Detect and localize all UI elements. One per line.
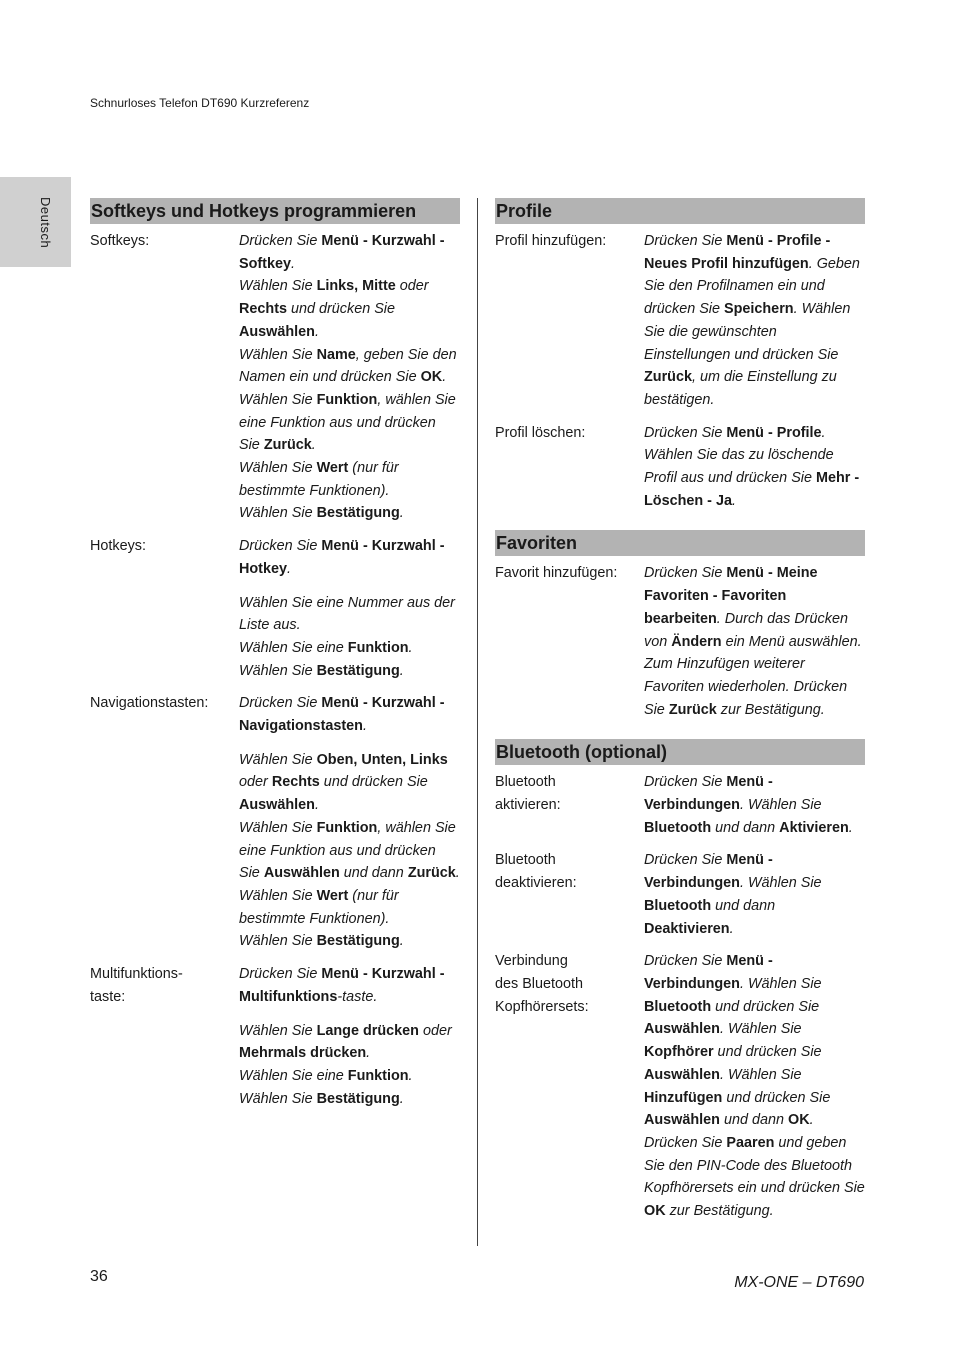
key-term: Name xyxy=(316,346,356,363)
instruction-text: . Wählen Sie das zu löschende Profil aus und drücken Sie xyxy=(644,424,834,487)
key-term: Menü - Verbindungen xyxy=(644,852,773,892)
instruction-text: . xyxy=(455,865,460,882)
instruction-text: Wählen Sie xyxy=(239,1090,317,1107)
entry-row xyxy=(495,771,865,839)
key-term: Auswählen xyxy=(239,323,315,340)
instruction-text: und drücken Sie xyxy=(711,998,820,1015)
section-title: Profile xyxy=(495,198,865,224)
instruction-text: . Wählen Sie xyxy=(719,1021,802,1038)
key-term: Funktion xyxy=(347,639,409,656)
entry-row xyxy=(90,692,460,953)
instruction-paragraph xyxy=(644,562,865,721)
entry-row xyxy=(495,230,865,412)
instruction-text: -taste. xyxy=(337,988,378,1005)
instruction-paragraph xyxy=(239,230,460,525)
instruction-text: (nur für bestimmte Funktionen). xyxy=(239,887,399,927)
section xyxy=(495,739,865,1222)
key-term: Auswählen xyxy=(644,1112,720,1129)
instruction-text: und dann xyxy=(711,819,780,836)
instruction-text: . xyxy=(366,1045,371,1062)
instruction-text: und drücken Sie xyxy=(287,301,396,318)
instruction-text: zur Bestätigung. xyxy=(665,1203,774,1220)
running-header: Schnurloses Telefon DT690 Kurzreferenz xyxy=(90,96,310,110)
key-term: Speichern xyxy=(724,301,794,318)
entry-description xyxy=(644,771,865,839)
key-term: Menü - Kurzwahl - Multifunktions xyxy=(239,966,445,1005)
key-term: Mehr - Löschen - Ja xyxy=(644,470,860,509)
section-title: Favoriten xyxy=(495,530,865,556)
instruction-text: . Wählen Sie xyxy=(739,975,822,992)
key-term: Hinzufügen xyxy=(644,1089,723,1106)
section-title: Bluetooth (optional) xyxy=(495,739,865,765)
instruction-text: und drücken Sie xyxy=(722,1089,831,1106)
instruction-text: Wählen Sie xyxy=(239,933,317,950)
instruction-text: , wählen Sie eine Funktion aus und drücken Sie xyxy=(239,391,456,454)
key-term: Rechts xyxy=(239,301,287,318)
instruction-text: oder xyxy=(239,774,272,791)
key-term: OK xyxy=(644,1203,666,1220)
section xyxy=(90,198,460,1110)
instruction-text: Drücken Sie xyxy=(644,565,727,582)
key-term: Menü - Kurzwahl - Hotkey xyxy=(239,538,445,577)
key-term: Rechts xyxy=(271,774,320,791)
instruction-text: . xyxy=(399,933,404,950)
key-term: Bluetooth xyxy=(644,998,712,1015)
entry-row xyxy=(90,535,460,682)
key-term: Bluetooth xyxy=(644,897,712,914)
key-term: Menü - Meine Favoriten - Favoriten bearbeiten xyxy=(644,565,818,627)
instruction-text: . Durch das Drücken von xyxy=(644,610,848,650)
entry-description xyxy=(644,849,865,940)
key-term: Funktion xyxy=(316,391,378,408)
instruction-text: , wählen Sie eine Funktion aus und drücken Sie xyxy=(239,819,456,882)
key-term: Menü - Profile - Neues Profil hinzufügen xyxy=(644,233,831,272)
instruction-text: . xyxy=(290,255,295,272)
key-term: Auswählen xyxy=(644,1021,720,1038)
instruction-text: Drücken Sie xyxy=(644,774,727,791)
entry-row xyxy=(495,562,865,721)
key-term: Links, Mitte xyxy=(316,278,396,295)
entry-label: Softkeys: xyxy=(90,233,150,249)
instruction-paragraph xyxy=(644,771,865,839)
key-term: Bestätigung xyxy=(316,1090,400,1107)
entry-label: Navigationstasten: xyxy=(90,695,209,712)
right-column xyxy=(495,198,865,1241)
instruction-text: Wählen Sie xyxy=(239,751,317,768)
key-term: Funktion xyxy=(347,1067,409,1084)
instruction-text: Drücken Sie xyxy=(644,1134,727,1151)
section xyxy=(495,198,865,512)
key-term: Auswählen xyxy=(239,797,315,814)
instruction-text: . Wählen Sie xyxy=(739,875,822,892)
footer-product: MX-ONE – DT690 xyxy=(734,1274,864,1291)
entry-label: Verbindung des Bluetooth Kopfhörersets: xyxy=(495,953,589,1015)
entry-row xyxy=(495,422,865,513)
instruction-text: . Wählen Sie xyxy=(739,797,822,814)
entry-label: Profil hinzufügen: xyxy=(495,233,607,249)
instruction-text: Wählen Sie xyxy=(239,460,317,477)
instruction-text: (nur für bestimmte Funktionen). xyxy=(239,460,399,499)
instruction-text: . Wählen Sie die gewünschten Einstellungen und drücken Sie xyxy=(644,301,851,363)
instruction-text: Drücken Sie xyxy=(239,695,322,712)
key-term: Menü - Profile xyxy=(726,424,822,441)
key-term: Bestätigung xyxy=(316,662,400,679)
instruction-text: Drücken Sie xyxy=(644,233,727,249)
instruction-text: Wählen Sie eine Nummer aus der Liste aus. xyxy=(239,594,455,634)
entry-description xyxy=(644,422,865,513)
instruction-paragraph xyxy=(239,963,460,1008)
instruction-text: . xyxy=(408,639,413,656)
key-term: Ändern xyxy=(671,633,722,650)
key-term: Wert xyxy=(316,887,349,904)
instruction-text: . xyxy=(442,369,447,386)
entry-label: Multifunktions- taste: xyxy=(90,966,183,1005)
section xyxy=(495,530,865,721)
entry-row xyxy=(90,963,460,1110)
instruction-text: und dann xyxy=(711,897,776,914)
instruction-text: Drücken Sie xyxy=(644,852,727,869)
key-term: Deaktivieren xyxy=(644,920,730,937)
key-term: OK xyxy=(420,369,443,386)
instruction-text: Drücken Sie xyxy=(644,424,727,441)
instruction-text: Wählen Sie xyxy=(239,391,317,408)
language-side-tab xyxy=(0,177,71,267)
entry-row xyxy=(90,230,460,525)
instruction-text: . xyxy=(848,819,853,836)
instruction-text: zur Bestätigung. xyxy=(716,701,825,718)
key-term: Bestätigung xyxy=(316,933,400,950)
key-term: Zurück xyxy=(263,437,312,454)
instruction-paragraph xyxy=(239,535,460,580)
side-tab-label: Deutsch xyxy=(38,197,53,249)
instruction-text: , um die Einstellung zu bestätigen. xyxy=(644,369,837,408)
key-term: Bluetooth xyxy=(644,819,712,836)
instruction-text: und geben Sie den PIN-Code des Bluetooth Kopfhörersets ein und drücken Sie xyxy=(644,1134,865,1197)
instruction-text: . xyxy=(729,920,734,937)
section-title: Softkeys und Hotkeys programmieren xyxy=(90,198,460,224)
page-number: 36 xyxy=(90,1268,108,1285)
entry-description xyxy=(239,230,460,525)
instruction-paragraph xyxy=(644,230,865,412)
instruction-paragraph xyxy=(239,592,460,683)
key-term: Auswählen xyxy=(644,1066,720,1083)
instruction-text: Wählen Sie xyxy=(239,278,317,295)
instruction-text: . xyxy=(311,437,316,454)
key-term: Menü - Verbindungen xyxy=(644,953,773,992)
entry-label: Hotkeys: xyxy=(90,538,146,555)
instruction-paragraph xyxy=(239,749,460,953)
entry-row xyxy=(495,849,865,940)
instruction-paragraph xyxy=(644,849,865,940)
entry-label: Bluetooth aktivieren: xyxy=(495,774,561,814)
instruction-text: Wählen Sie xyxy=(239,346,317,363)
instruction-text: , geben Sie den Namen ein und drücken Sie xyxy=(239,346,457,386)
instruction-text: Wählen Sie eine xyxy=(239,639,348,656)
entry-description xyxy=(644,950,865,1222)
instruction-text: . xyxy=(314,323,319,340)
instruction-text: . xyxy=(399,1090,404,1107)
instruction-text: . xyxy=(399,662,404,679)
instruction-text: . Wählen Sie xyxy=(719,1066,802,1083)
instruction-text: Drücken Sie xyxy=(239,538,322,555)
key-term: Wert xyxy=(316,460,349,477)
instruction-text: . xyxy=(408,1067,413,1084)
instruction-text: . xyxy=(362,718,367,735)
instruction-text: oder xyxy=(395,278,429,295)
instruction-text: oder xyxy=(418,1022,452,1039)
entry-row xyxy=(495,950,865,1222)
key-term: Menü - Kurzwahl - Navigationstasten xyxy=(239,695,445,735)
key-term: Auswählen xyxy=(263,865,340,882)
instruction-text: Drücken Sie xyxy=(239,233,322,249)
key-term: Funktion xyxy=(316,819,378,836)
instruction-text: und drücken Sie xyxy=(319,774,428,791)
instruction-text: . Geben Sie den Profilnamen ein und drücken Sie xyxy=(644,255,860,318)
instruction-text: . xyxy=(399,505,404,522)
entry-description xyxy=(239,963,460,1110)
key-term: Lange drücken xyxy=(316,1022,419,1039)
instruction-text: . xyxy=(287,560,291,577)
key-term: Oben, Unten, Links xyxy=(316,751,448,768)
key-term: Mehrmals drücken xyxy=(239,1045,367,1062)
key-term: Zurück xyxy=(668,701,717,718)
left-column xyxy=(90,198,460,1120)
instruction-text: und dann xyxy=(719,1112,788,1129)
key-term: Bestätigung xyxy=(316,505,400,522)
entry-label: Favorit hinzufügen: xyxy=(495,565,618,582)
entry-description xyxy=(644,230,865,412)
column-divider xyxy=(477,198,478,1246)
instruction-text: und dann xyxy=(339,865,408,882)
key-term: Menü - Verbindungen xyxy=(644,774,773,814)
instruction-text: Wählen Sie xyxy=(239,505,317,522)
instruction-text: und drücken Sie xyxy=(713,1044,822,1061)
entry-label: Bluetooth deaktivieren: xyxy=(495,852,577,892)
entry-label: Profil löschen: xyxy=(495,424,586,441)
instruction-text: Wählen Sie eine xyxy=(239,1067,348,1084)
key-term: Zurück xyxy=(407,865,456,882)
instruction-text: . xyxy=(314,797,319,814)
instruction-paragraph xyxy=(239,1020,460,1111)
key-term: Menü - Kurzwahl - Softkey xyxy=(239,233,445,272)
key-term: OK xyxy=(788,1112,810,1129)
key-term: Kopfhörer xyxy=(644,1044,714,1061)
instruction-text: Wählen Sie xyxy=(239,819,317,836)
key-term: Aktivieren xyxy=(779,819,849,836)
instruction-text: . xyxy=(731,492,736,509)
instruction-paragraph xyxy=(239,692,460,737)
instruction-paragraph xyxy=(644,950,865,1222)
entry-description xyxy=(239,692,460,953)
entry-description xyxy=(239,535,460,682)
instruction-text: Drücken Sie xyxy=(239,966,322,983)
instruction-text: . xyxy=(809,1112,814,1129)
instruction-text: Wählen Sie xyxy=(239,1022,317,1039)
instruction-text: Drücken Sie xyxy=(644,953,727,970)
entry-description xyxy=(644,562,865,721)
key-term: Zurück xyxy=(644,369,692,386)
instruction-paragraph xyxy=(644,422,865,513)
instruction-text: Wählen Sie xyxy=(239,887,317,904)
key-term: Paaren xyxy=(726,1134,775,1151)
instruction-text: ein Menü auswählen. Zum Hinzufügen weiterer Favoriten wiederholen. Drücken Sie xyxy=(644,633,862,718)
instruction-text: Wählen Sie xyxy=(239,662,317,679)
